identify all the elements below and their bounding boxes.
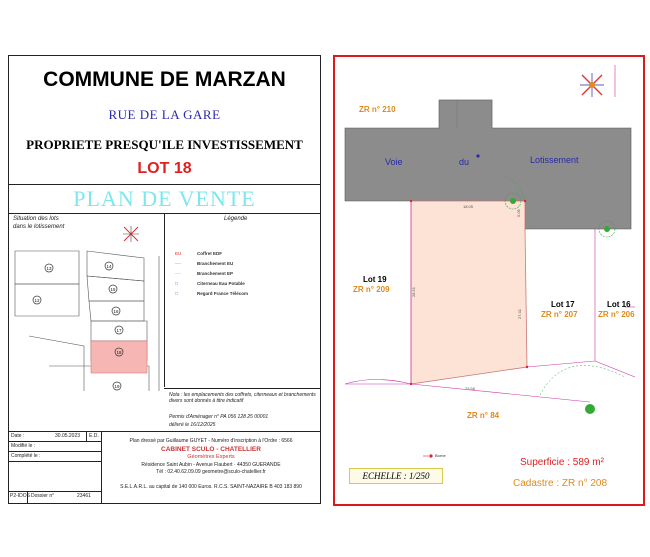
permis-line-2: délivré le 16/12/2025: [169, 422, 216, 428]
dossier-label: Dossier n°: [31, 493, 55, 499]
geometres-label: Géomètres Experts: [187, 454, 235, 460]
lot-18-parcel: [411, 201, 527, 384]
dossier-value: 23461: [77, 493, 91, 499]
compass-icon: [123, 226, 139, 242]
borne-label: Borne: [435, 453, 446, 458]
completed-label: Complété le :: [11, 453, 41, 459]
survey-point-icon: [476, 154, 479, 157]
borne-icon: [429, 454, 432, 457]
lot-18-highlight: [91, 341, 147, 373]
legend-item-eu: Branchement EU: [197, 261, 234, 266]
left-title-sheet: [8, 55, 321, 504]
situation-lot-label: 12: [34, 298, 40, 303]
situation-lot-label: 19: [114, 384, 120, 389]
owner-name: PROPRIETE PRESQU'ILE INVESTISSEMENT: [26, 137, 303, 152]
cabinet-contact: Tél : 02.40.62.09.09 geometre@sculo-chatellier.fr: [156, 469, 266, 475]
cabinet-address: Résidence Saint Aubin - Avenue Flaubert · 44350 GUERANDE: [141, 462, 281, 468]
situation-label-2: dans le lotissement: [13, 224, 65, 230]
divider: [86, 431, 87, 441]
divider: [9, 461, 101, 462]
zr-206-label: ZR n° 206: [598, 310, 635, 319]
divider: [9, 441, 101, 442]
legend-item-ep: Branchement EP: [197, 271, 234, 276]
ed-label: E.D.: [89, 433, 99, 439]
road-label-du: du: [459, 157, 470, 167]
legend-item-edf: Coffret EDF: [197, 251, 222, 256]
code-label: P2-IDOS: [10, 493, 31, 499]
telecom-box-icon: □: [175, 291, 178, 296]
edf-box-icon: EU: [175, 251, 182, 256]
dim-label: 28.51: [411, 286, 416, 297]
divider: [9, 431, 320, 432]
permis-line-1: Permis d'Aménager n° PA 056 128 25 00001: [169, 414, 269, 420]
divider: [9, 184, 320, 185]
situation-lot-label: 15: [110, 287, 116, 292]
legend-title: Légende: [224, 216, 248, 222]
lot-19-label: Lot 19: [363, 275, 387, 284]
water-box-icon: □: [175, 281, 178, 286]
road-label-lotissement: Lotissement: [530, 155, 579, 165]
legend-item-water: Citerneau Eau Potable: [197, 281, 245, 286]
ep-line-icon: ----: [175, 271, 181, 276]
drawn-by: Plan dressé par Guillaume GUYET - Numéro d'inscription à l'Ordre : 6566: [129, 438, 293, 444]
eu-line-icon: ----: [175, 261, 181, 266]
dim-label: 18.05: [463, 204, 474, 209]
compass-icon: [580, 73, 604, 97]
plan-title: PLAN DE VENTE: [73, 186, 256, 211]
situation-lot-label: 14: [106, 264, 112, 269]
divider: [164, 388, 320, 389]
situation-lot-label: 18: [116, 350, 122, 355]
dim-label: 27.41: [517, 308, 522, 319]
surface-label: Superficie : 589 m²: [520, 457, 604, 468]
zr-84-label: ZR n° 84: [467, 411, 500, 420]
lot-number: LOT 18: [137, 160, 192, 177]
situation-lot-label: 16: [113, 309, 119, 314]
nota-text: Nota : les emplacements des coffrets, citerneaux et branchements divers sont donnés à titre indicatif: [169, 392, 316, 404]
modified-label: Modifié le :: [11, 443, 36, 449]
commune-title: COMMUNE DE MARZAN: [43, 68, 286, 91]
cabinet-name: CABINET SCULO - CHATELLIER: [161, 446, 261, 453]
divider: [9, 451, 101, 452]
zr-209-label: ZR n° 209: [353, 285, 390, 294]
tree-icon: [585, 404, 595, 414]
date-label: Date :: [11, 433, 25, 439]
situation-label-1: Situation des lots: [13, 216, 59, 222]
scale-box: ECHELLE : 1/250: [349, 468, 443, 484]
divider: [164, 213, 165, 387]
situation-lot-label: 17: [116, 328, 122, 333]
selarl-line: S.E.L.A.R.L. au capital de 140 000 Euros. R.C.S. SAINT-NAZAIRE B 403 183 890: [120, 484, 302, 490]
zr-210-label: ZR n° 210: [359, 105, 396, 114]
legend-item-telecom: Regard France Télécom: [197, 291, 249, 296]
divider: [9, 491, 101, 492]
street-name: RUE DE LA GARE: [108, 107, 221, 122]
zr-207-label: ZR n° 207: [541, 310, 578, 319]
plan-drawing-frame: [333, 55, 645, 506]
dim-label: 5.05: [516, 209, 521, 217]
situation-lot-label: 13: [46, 266, 52, 271]
road-label-voie: Voie: [385, 157, 403, 167]
cadastre-label: Cadastre : ZR n° 208: [513, 478, 608, 489]
lot-17-label: Lot 17: [551, 300, 575, 309]
situation-map: [9, 216, 164, 391]
divider: [101, 431, 102, 503]
lot-16-label: Lot 16: [607, 300, 631, 309]
dim-label: 73.58: [465, 386, 476, 391]
date-value: 30.05.2023: [55, 433, 81, 439]
